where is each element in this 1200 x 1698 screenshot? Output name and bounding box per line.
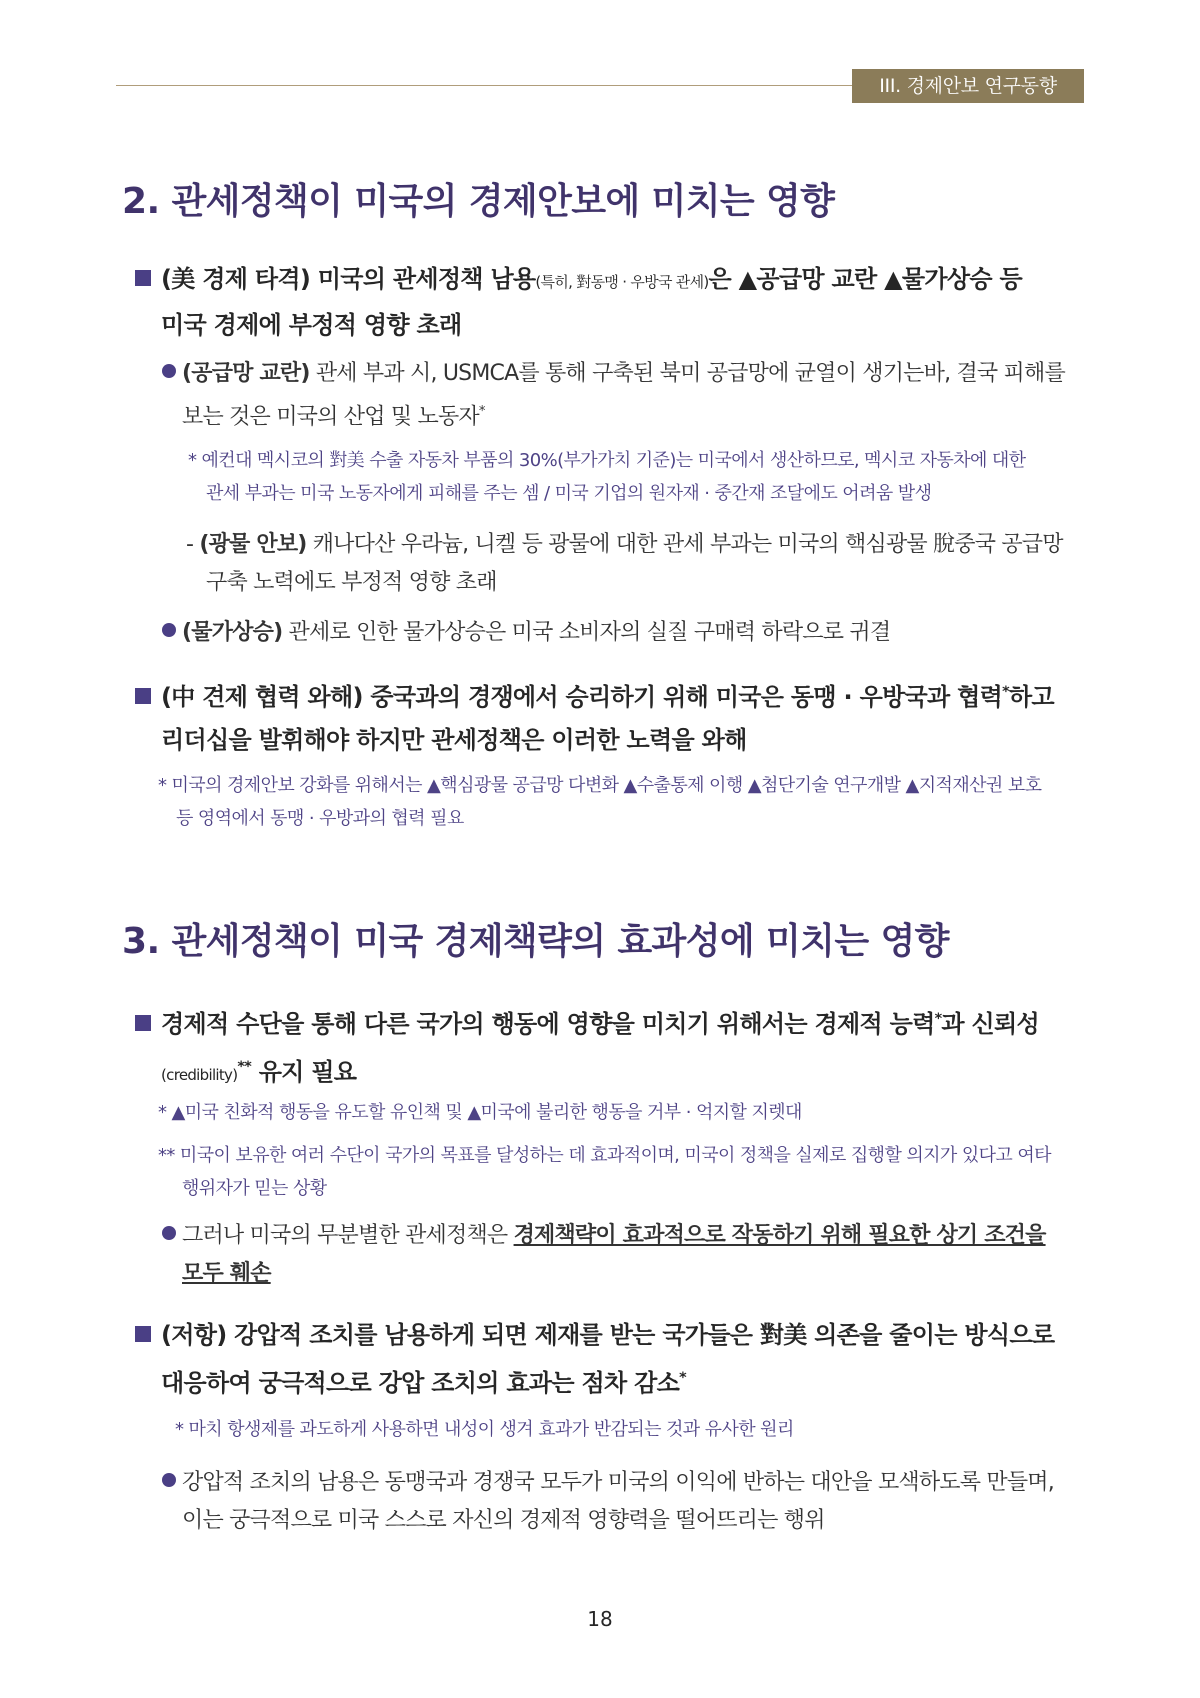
s2-item1: [135, 258, 1022, 347]
s3-item1-sup1: *: [934, 1011, 942, 1027]
s2-dash-text: 캐나다산 우라늄, 니켈 등 광물에 대한 관세 부과는 미국의 핵심광물 脫중국 공급망: [306, 532, 1063, 557]
s2-item1-rest: 은 ▲공급망 교란 ▲물가상승 등: [708, 265, 1022, 293]
s2-sub1-sup: *: [478, 404, 485, 419]
s2-item1-paren: (특히, 對동맹 · 우방국 관세): [535, 273, 709, 291]
s3-sub1-line2: 모두 훼손: [182, 1261, 271, 1286]
s2-item2-text1: (中 견제 협력 와해) 중국과의 경쟁에서 승리하기 위해 미국은 동맹 · 우방국과 협력: [161, 683, 1003, 711]
s2-sub1-line2: 보는 것은 미국의 산업 및 노동자: [182, 404, 479, 430]
s2-item2: [135, 671, 1054, 762]
s3-item2-line2: 대응하여 궁극적으로 강압 조치의 효과는 점차 감소: [161, 1369, 680, 1397]
s2-sub2: [162, 614, 890, 652]
s2-item1-lead: (美 경제 타격) 미국의 관세정책 남용: [161, 265, 536, 293]
s2-note2: [158, 769, 1041, 835]
s3-note1: [158, 1096, 802, 1129]
s2-dash-line2: 구축 노력에도 부정적 영향 초래: [206, 570, 497, 595]
s2-item1-line2: 미국 경제에 부정적 영향 초래: [161, 311, 462, 339]
s3-note2-line1: ** 미국이 보유한 여러 수단이 국가의 목표를 달성하는 데 효과적이며, 미국이 정책을 실제로 집행할 의지가 있다고 여타: [158, 1145, 1051, 1166]
section-label-tab: III. 경제안보 연구동향: [852, 69, 1084, 103]
square-bullet-icon: [135, 1326, 151, 1342]
s3-item1-text1: 경제적 수단을 통해 다른 국가의 행동에 영향을 미치기 위해서는 경제적 능력: [161, 1010, 935, 1038]
square-bullet-icon: [135, 1015, 151, 1031]
s2-item2-sup: *: [1002, 684, 1009, 700]
s3-sub2-line1: 강압적 조치의 남용은 동맹국과 경쟁국 모두가 미국의 이익에 반하는 대안을 모색하도록 만들며,: [182, 1470, 1054, 1495]
round-bullet-icon: [162, 1226, 176, 1240]
square-bullet-icon: [135, 270, 151, 286]
s2-note2-line1: * 미국의 경제안보 강화를 위해서는 ▲핵심광물 공급망 다변화 ▲수출통제 이행 ▲첨단기술 연구개발 ▲지적재산권 보호: [158, 775, 1042, 796]
s3-sub1-text: 그러나 미국의 무분별한 관세정책은: [182, 1223, 514, 1248]
round-bullet-icon: [162, 364, 176, 378]
s3-sub2-line2: 이는 궁극적으로 미국 스스로 자신의 경제적 영향력을 떨어뜨리는 행위: [182, 1508, 825, 1533]
s2-note1-line1: * 예컨대 멕시코의 對美 수출 자동차 부품의 30%(부가가치 기준)는 미국에서 생산하므로, 멕시코 자동차에 대한: [188, 450, 1026, 471]
s3-sub1: [162, 1217, 1046, 1293]
s2-item2-text2: 하고: [1008, 683, 1054, 711]
s2-note2-line2: 등 영역에서 동맹 · 우방과의 협력 필요: [176, 808, 464, 829]
header-divider: [116, 85, 852, 86]
s3-item2-text1: (저항) 강압적 조치를 남용하게 되면 제재를 받는 국가들은 對美 의존을 줄이는 방식으로: [161, 1321, 1055, 1349]
s3-item1-paren: (credibility): [161, 1066, 238, 1084]
s3-item1-sup2: **: [237, 1059, 252, 1075]
page-number: 18: [587, 1607, 613, 1631]
s2-item2-line2: 리더십을 발휘해야 하지만 관세정책은 이러한 노력을 와해: [161, 726, 747, 754]
dash-marker: -: [186, 532, 200, 557]
section-2-title: 2. 관세정책이 미국의 경제안보에 미치는 영향: [122, 181, 835, 222]
s2-sub1-lead: (공급망 교란): [182, 361, 310, 386]
s2-note1-line2: 관세 부과는 미국 노동자에게 피해를 주는 셈 / 미국 기업의 원자재 · 중간재 조달에도 어려움 발생: [206, 483, 932, 504]
s3-note2: [158, 1139, 1051, 1205]
s2-dash-lead: (광물 안보): [199, 532, 307, 557]
s2-sub1-text: 관세 부과 시, USMCA를 통해 구축된 북미 공급망에 균열이 생기는바, 결국 피해를: [309, 361, 1065, 386]
s3-item1: [135, 998, 1039, 1097]
s3-sub2: [162, 1464, 1054, 1540]
s3-item2-sup: *: [679, 1370, 686, 1386]
s2-sub1-dash: [186, 526, 1063, 602]
s2-sub1: [162, 355, 1065, 436]
round-bullet-icon: [162, 1473, 176, 1487]
s2-sub2-text: 관세로 인한 물가상승은 미국 소비자의 실질 구매력 하락으로 귀결: [282, 620, 891, 645]
round-bullet-icon: [162, 623, 176, 637]
s3-item1-text2: 과 신뢰성: [941, 1010, 1039, 1038]
s3-note3: [175, 1413, 794, 1446]
s2-sub2-lead: (물가상승): [182, 620, 283, 645]
s3-item1-line2: 유지 필요: [251, 1058, 357, 1086]
section-3-title: 3. 관세정책이 미국 경제책략의 효과성에 미치는 영향: [122, 921, 949, 962]
square-bullet-icon: [135, 688, 151, 704]
s3-note3-text: * 마치 항생제를 과도하게 사용하면 내성이 생겨 효과가 반감되는 것과 유사한 원리: [175, 1419, 794, 1440]
s3-note1-text: * ▲미국 친화적 행동을 유도할 유인책 및 ▲미국에 불리한 행동을 거부 · 억지할 지렛대: [158, 1102, 802, 1123]
s3-item2: [135, 1314, 1054, 1405]
s3-sub1-underlined: 경제책략이 효과적으로 작동하기 위해 필요한 상기 조건을: [513, 1223, 1046, 1248]
s3-note2-line2: 행위자가 믿는 상황: [182, 1178, 327, 1199]
s2-note1: [188, 444, 1025, 510]
